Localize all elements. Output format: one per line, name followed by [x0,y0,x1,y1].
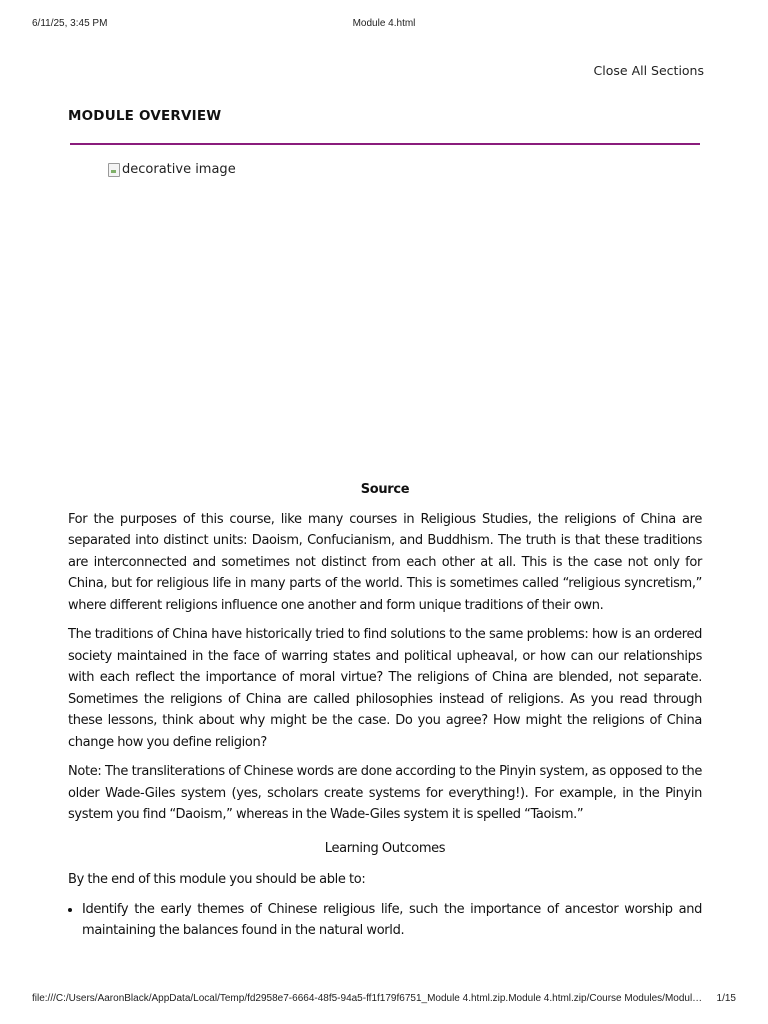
outcome-item: • Identify the early themes of Chinese religious life, such the importance of ancestor worship and maintaining the balances found in the natural world. [82,899,702,942]
print-footer [32,993,736,1007]
decorative-image [108,162,236,177]
print-datetime: 6/11/25, 3:45 PM [32,18,108,29]
print-page-indicator: 1/15 [716,993,736,1004]
decorative-image-alt-text: decorative image [122,162,236,177]
print-file-path: file:///C:/Users/AaronBlack/AppData/Local/Temp/fd2958e7-6664-48f5-94a5-ff1f179f6751_Module 4.html.zip.Module 4.html.zip/Course Modules/Modul… [32,993,703,1004]
paragraph-syncretism: For the purposes of this course, like many courses in Religious Studies, the religions of China are separated into distinct units: Daoism, Confucianism, and Buddhism. The truth is that these traditions are interconnected and sometimes not distinct from each other at all. This is the case not only for China, but for religious life in many parts of the world. This is sometimes called “religious syncretism,” where different religions influence one another and form unique traditions of their own. [68,511,702,613]
print-document-title: Module 4.html [352,18,416,29]
learning-outcomes-heading: Learning Outcomes [324,840,446,856]
outcomes-list [68,899,702,942]
paragraph-transliteration-note: Note: The transliterations of Chinese words are done according to the Pinyin system, as opposed to the older Wade-Giles system (yes, scholars create systems for everything!). For example, in the Pinyin system you find “Daoism,” whereas in the Wade-Giles system it is spelled “Taoism.” [68,764,702,822]
print-header [32,18,736,32]
module-content [68,479,702,942]
source-link[interactable]: Source [360,482,410,497]
close-all-sections-button[interactable]: Close All Sections [593,63,704,78]
broken-image-icon [108,163,120,177]
paragraph-traditions: The traditions of China have historically tried to find solutions to the same problems: how is an ordered society maintained in the face of warring states and political upheaval, or how can our relationships with each reflect the importance of moral virtue? The religions of China are blended, not separate. Sometimes the religions of China are called philosophies instead of religions. As you read through these lessons, think about why might be the case. Do you agree? How might the religions of China change how you define religion? [68,627,702,750]
outcomes-intro: By the end of this module you should be able to: [68,872,366,887]
heading-divider [70,143,700,145]
module-overview-heading: MODULE OVERVIEW [68,108,222,124]
